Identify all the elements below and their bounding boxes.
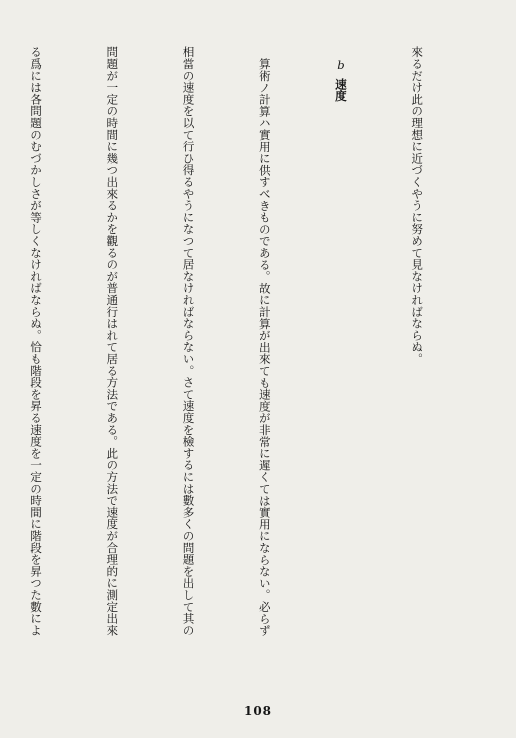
text-line: 相當の速度を以て行ひ得るやうになつて居なければならない。さて速度を檢するには數多くの問題を出して其の: [181, 46, 196, 636]
section-title: 速度: [333, 77, 348, 102]
text-line: る爲には各問題のむづかしさが等しくなければならぬ。恰も階段を昇る速度を一定の時間に階段を昇つた數によ: [29, 46, 44, 636]
paragraph-first-line: 算術ノ計算ハ實用に供すべきものである。故に計算が出來ても速度が非常に遲くては實用にならない。必らず: [257, 57, 272, 636]
section-heading: [328, 46, 353, 682]
vertical-text-body: [0, 46, 480, 682]
section-mark: b: [333, 57, 348, 72]
text-line: 問題が一定の時間に幾つ出來るかを觀るのが普通行はれて居る方法である。此の方法で速度が合理的に測定出來: [105, 46, 120, 636]
page-number: 108: [243, 704, 273, 718]
text-line: 來るだけ此の理想に近づくやうに努めて見なければならぬ。: [410, 46, 425, 365]
